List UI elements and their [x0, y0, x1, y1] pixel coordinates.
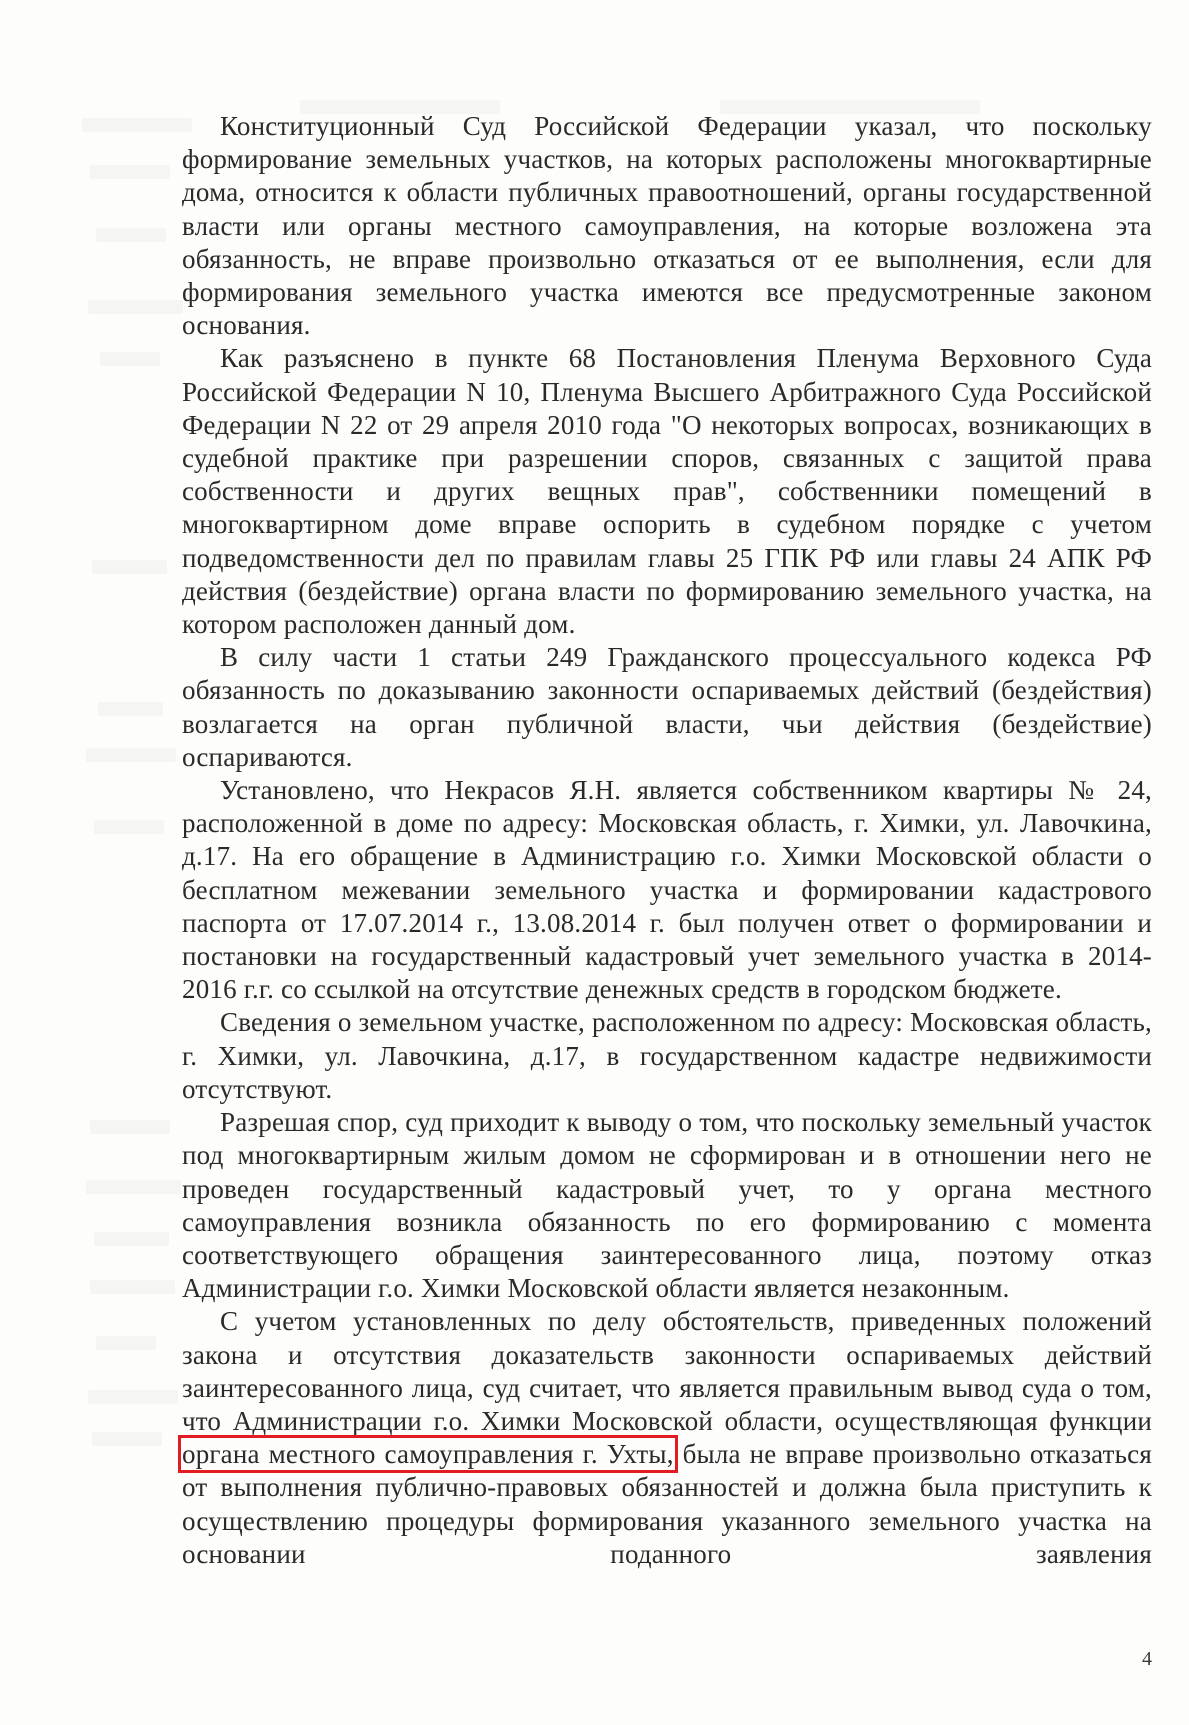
paragraph-article-249: В силу части 1 статьи 249 Гражданского процессуального кодекса РФ обязанность по доказыванию законности оспариваемых действий (бездействия) возлагается на орган публичной власти, чьи действия (бездействие) оспариваются.	[182, 642, 1152, 772]
highlighted-phrase: органа местного самоуправления г. Ухты,	[182, 1439, 674, 1470]
paragraph-final-ruling-start: С учетом установленных по делу обстоятельств, приведенных положений закона и отсутствия доказательств законности оспариваемых действий заинтересованного лица, суд считает, что является правильным вывод суда о том, что Администрации г.о. Химки Московской области, осуществляющая функции	[182, 1306, 1152, 1436]
paragraph-final-ruling	[182, 1305, 1152, 1571]
paragraph-constitutional-court: Конституционный Суд Российской Федерации указал, что поскольку формирование земельных участков, на которых расположены многоквартирные дома, относится к области публичных правоотношений, органы государственной власти или органы местного самоуправления, на которые возложена эта обязанность, не вправе произвольно отказаться от ее выполнения, если для формирования земельного участка имеются все предусмотренные законом основания.	[182, 111, 1152, 341]
paragraph-plenum-clarification: Как разъяснено в пункте 68 Постановления Пленума Верховного Суда Российской Федерации N 10, Пленума Высшего Арбитражного Суда Российской Федерации N 22 от 29 апреля 2010 года "О некоторых вопросах, возникающих в судебной практике при разрешении споров, связанных с защитой права собственности и других вещных прав", собственники помещений в многоквартирном доме вправе оспорить в судебном порядке с учетом подведомственности дел по правилам главы 25 ГПК РФ или главы 24 АПК РФ действия (бездействие) органа власти по формированию земельного участка, на котором расположен данный дом.	[182, 343, 1152, 640]
paragraph-court-conclusion: Разрешая спор, суд приходит к выводу о том, что поскольку земельный участок под многоквартирным жилым домом не сформирован и в отношении него не проведен государственный кадастровый учет, то у органа местного самоуправления возникла обязанность по его формированию с момента соответствующего обращения заинтересованного лица, поэтому отказ Администрации г.о. Химки Московской области является незаконным.	[182, 1107, 1152, 1304]
paragraph-cadastre-info: Сведения о земельном участке, расположенном по адресу: Московская область, г. Химки, ул. Лавочкина, д.17, в государственном кадастре недвижимости отсутствуют.	[182, 1007, 1152, 1104]
paragraph-final-ruling-end: была не вправе произвольно отказаться от выполнения публично-правовых обязанностей и должна была приступить к осуществлению процедуры формирования указанного земельного участка на основании поданного заявления	[182, 1439, 1152, 1569]
page-number: 4	[1142, 1648, 1152, 1670]
paragraph-established-facts: Установлено, что Некрасов Я.Н. является собственником квартиры № 24, расположенной в доме по адресу: Московская область, г. Химки, ул. Лавочкина, д.17. На его обращение в Администрацию г.о. Химки Московской области о бесплатном межевании земельного участка и формировании кадастрового паспорта от 17.07.2014 г., 13.08.2014 г. был получен ответ о формировании и постановки на государственный кадастровый учет земельного участка в 2014-2016 г.г. со ссылкой на отсутствие денежных средств в городском бюджете.	[182, 775, 1152, 1005]
document-body	[182, 110, 1152, 1571]
